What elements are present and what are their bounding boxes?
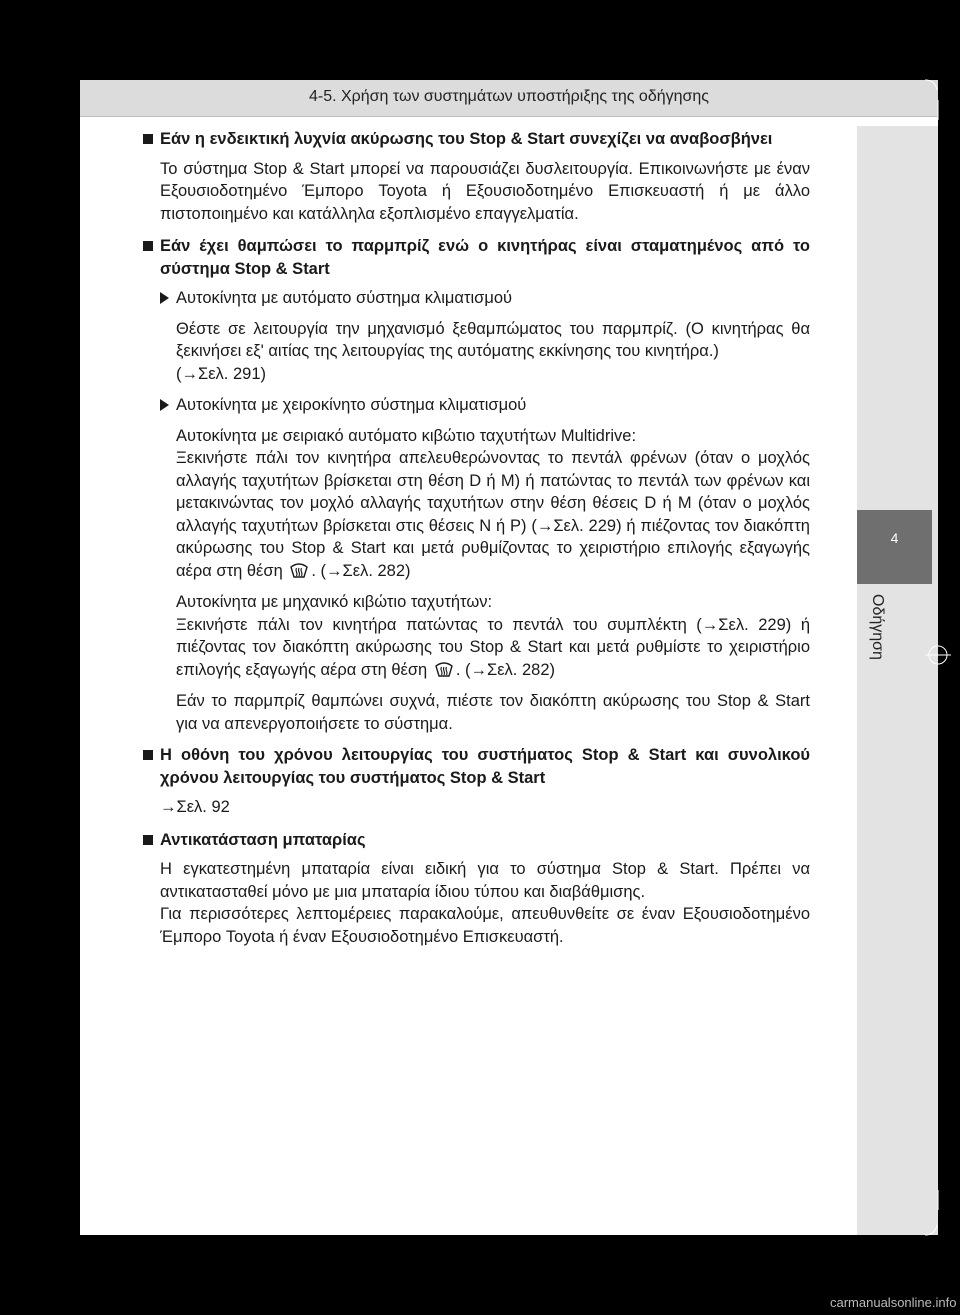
manual-page: [80, 80, 938, 1235]
multidrive-instructions: Ξεκινήστε πάλι τον κινητήρα απελευθερώνοντας το πεντάλ φρένων (όταν ο μοχλός αλλαγής ταχυτήτων βρίσκεται στη θέση D ή M) ή πατώντας το πεντάλ των φρένων και μετακινώντας τον μοχλό αλλαγής ταχυτήτων στην θέση θέσεις D ή M (όταν ο μοχλός αλλαγής ταχυτήτων βρίσκεται στις θέσεις N ή P) (→Σελ. 229) ή πιέζοντας τον διακόπτη ακύρωσης του Stop & Start και μετά ρυθμίζοντας το χειριστήριο επιλογής εξαγωγής αέρα στη θέση: [176, 449, 810, 580]
watermark: carmanualsonline.info: [830, 1295, 957, 1310]
subsection-title: [136, 287, 810, 310]
manual-transmission-instructions: Ξεκινήστε πάλι τον κινητήρα πατώντας το πεντάλ του συμπλέκτη (→Σελ. 229) ή πιέζοντας τον διακόπτη ακύρωσης του Stop & Start και μετά ρυθμίστε το χειριστήριο επιλογής εξαγωγής αέρα στη θέση: [176, 615, 810, 679]
section-heading: [136, 829, 810, 852]
dealer-contact-text: Για περισσότερες λεπτομέρειες παρακαλούμε, απευθυνθείτε σε έναν Εξουσιοδοτημένο Έμπορο Toyota ή έναν Εξουσιοδοτημένο Επισκευαστή.: [160, 905, 810, 946]
chapter-label: Οδήγηση: [869, 594, 886, 660]
multidrive-title: Αυτοκίνητα με σειριακό αυτόματο κιβώτιο ταχυτήτων Multidrive:: [176, 426, 637, 445]
subsection-title: [136, 394, 810, 417]
square-bullet-icon: [143, 241, 153, 251]
triangle-bullet-icon: [160, 292, 169, 304]
page-reference: (→Σελ. 291): [176, 364, 266, 383]
section-heading-text: Η οθόνη του χρόνου λειτουργίας του συστήματος Stop & Start και συνολικού χρόνου λειτουργίας του συστήματος Stop & Start: [160, 746, 810, 787]
subsection-title-text: Αυτοκίνητα με αυτόματο σύστημα κλιματισμού: [176, 289, 513, 307]
page-reference: . (→Σελ. 282): [311, 561, 411, 580]
page-content: [136, 128, 810, 948]
subsection-title-text: Αυτοκίνητα με χειροκίνητο σύστημα κλιματισμού: [176, 396, 527, 414]
windshield-defroster-icon: [289, 561, 309, 579]
page-reference: →Σελ. 92: [160, 798, 230, 816]
subsection-body: [136, 591, 810, 681]
chapter-number: 4: [890, 530, 899, 546]
chapter-tab: [857, 510, 932, 584]
fog-note: Εάν το παρμπρίζ θαμπώνει συχνά, πιέστε τον διακόπτη ακύρωσης του Stop & Start για να απενεργοποιήσετε το σύστημα.: [176, 692, 810, 733]
section-body: [136, 858, 810, 948]
square-bullet-icon: [143, 750, 153, 760]
auto-ac-instructions: Θέστε σε λειτουργία την μηχανισμό ξεθαμπώματος του παρμπρίζ. (Ο κινητήρας θα ξεκινήσει εξ' αιτίας της λειτουργίας της αυτόματης εκκίνησης του κινητήρα.): [176, 319, 810, 360]
section-heading-text: Αντικατάσταση μπαταρίας: [160, 830, 366, 849]
page-reference: . (→Σελ. 282): [455, 660, 556, 679]
windshield-defroster-icon: [434, 660, 454, 678]
section-heading-text: Εάν η ενδεικτική λυχνία ακύρωσης του Stop & Start συνεχίζει να αναβοσβήνει: [160, 130, 773, 148]
triangle-bullet-icon: [160, 399, 169, 411]
section-heading: [136, 235, 810, 280]
battery-spec-text: Η εγκατεστημένη μπαταρία είναι ειδική για το σύστημα Stop & Start. Πρέπει να αντικατασταθεί μόνο με μια μπαταρία ίδιου τύπου και διαβάθμισης.: [160, 860, 810, 901]
square-bullet-icon: [143, 134, 153, 144]
page-header-title: 4-5. Χρήση των συστημάτων υποστήριξης της οδήγησης: [308, 88, 710, 105]
square-bullet-icon: [143, 835, 153, 845]
subsection-body: [136, 318, 810, 386]
section-heading: [136, 128, 810, 151]
subsection-body: [136, 425, 810, 583]
section-body: Το σύστημα Stop & Start μπορεί να παρουσιάζει δυσλειτουργία. Επικοινωνήστε με έναν Εξουσιοδοτημένο Έμπορο Toyota ή Εξουσιοδοτημένο Επισκευαστή ή με άλλο πιστοποιημένο και κατάλληλα εξοπλισμένο επαγγελματία.: [160, 159, 810, 223]
section-heading: [136, 744, 810, 789]
section-heading-text: Εάν έχει θαμπώσει το παρμπρίζ ενώ ο κινητήρας είναι σταματημένος από το σύστημα Stop & Start: [160, 237, 810, 278]
manual-transmission-title: Αυτοκίνητα με μηχανικό κιβώτιο ταχυτήτων:: [176, 593, 493, 611]
